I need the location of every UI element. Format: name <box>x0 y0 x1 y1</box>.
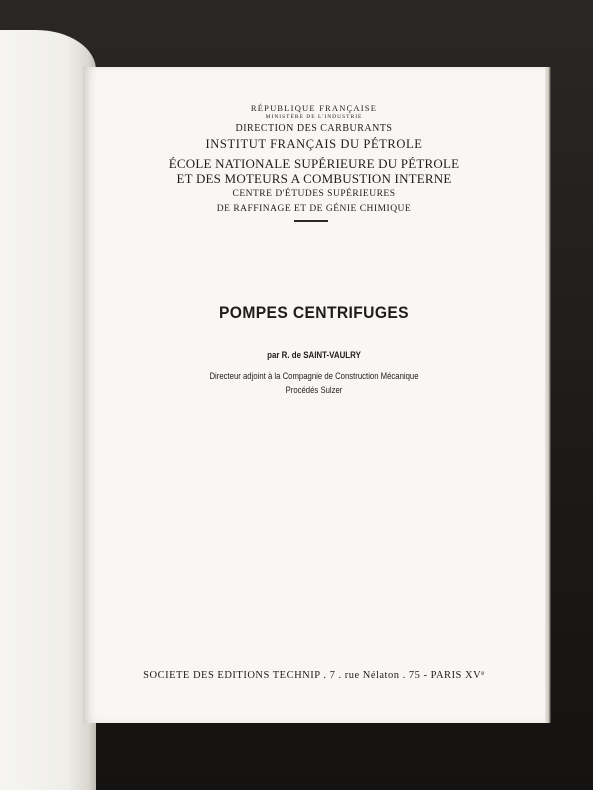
header-institut: INSTITUT FRANÇAIS DU PÉTROLE <box>205 137 423 151</box>
header-divider <box>294 220 328 222</box>
author-role-line-1: Directeur adjoint à la Compagnie de Construction Mécanique <box>209 371 419 381</box>
header-republique: RÉPUBLIQUE FRANÇAISE <box>250 103 378 113</box>
publisher-superscript: e <box>481 669 485 677</box>
header-ministere: MINISTÈRE DE L'INDUSTRIE <box>265 114 363 120</box>
page-edge <box>545 67 551 723</box>
header-centre-line-2: DE RAFFINAGE ET DE GÉNIE CHIMIQUE <box>216 204 412 214</box>
author-role-line-2: Procédés Sulzer <box>285 385 343 395</box>
title-page <box>83 67 545 723</box>
header-ecole-line-1: ÉCOLE NATIONALE SUPÉRIEURE DU PÉTROLE <box>168 156 460 171</box>
left-page <box>0 30 96 790</box>
publisher-line <box>83 670 545 681</box>
publisher-text: SOCIETE DES EDITIONS TECHNIP . 7 . rue Nélaton . 75 - PARIS XV <box>143 670 482 681</box>
header-centre-line-1: CENTRE D'ÉTUDES SUPÉRIEURES <box>232 189 396 199</box>
book-title: POMPES CENTRIFUGES <box>218 303 409 322</box>
header-ecole-line-2: ET DES MOTEURS A COMBUSTION INTERNE <box>176 171 452 186</box>
header-direction: DIRECTION DES CARBURANTS <box>235 123 393 134</box>
author-line: par R. de SAINT-VAULRY <box>267 350 361 360</box>
